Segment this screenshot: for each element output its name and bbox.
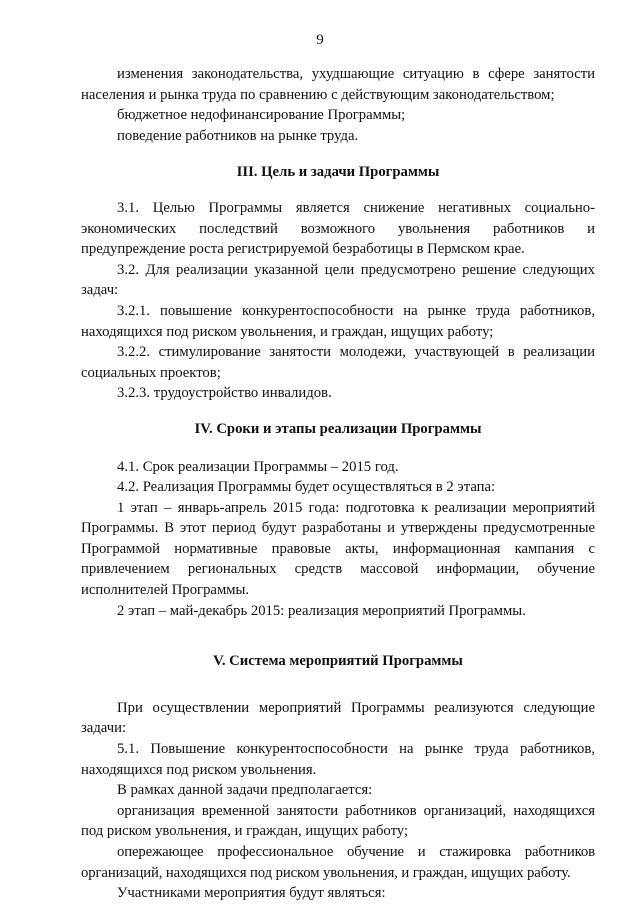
section-3-paragraph: 3.2. Для реализации указанной цели предусмотрено решение следующих задач: bbox=[81, 261, 595, 299]
page-number: 9 bbox=[316, 32, 324, 48]
section-5-paragraph: Участниками мероприятия будут являться: bbox=[117, 885, 386, 902]
section-4-paragraph: 4.1. Срок реализации Программы – 2015 год. bbox=[117, 458, 399, 475]
section-4-paragraph: 4.2. Реализация Программы будет осуществляться в 2 этапа: bbox=[117, 479, 496, 496]
section-3-paragraph: 3.1. Целью Программы является снижение негативных социально-экономических последствий возможного увольнения работников и предупреждение роста регистрируемой безработицы в Пермском крае. bbox=[81, 199, 595, 258]
section-3-paragraph: 3.2.2. стимулирование занятости молодежи, участвующей в реализации социальных проектов; bbox=[81, 344, 595, 381]
section-5-paragraph: опережающее профессиональное обучение и стажировка работников организаций, находящихся под риском увольнения, и граждан, ищущих работу. bbox=[81, 844, 595, 881]
section-5-heading: V. Система мероприятий Программы bbox=[213, 653, 463, 670]
section-3-paragraph: 3.2.3. трудоустройство инвалидов. bbox=[117, 385, 332, 402]
intro-paragraph: изменения законодательства, ухудшающие ситуацию в сфере занятости населения и рынка труда по сравнению с действующим законодательством; bbox=[81, 66, 595, 103]
section-5-paragraph: При осуществлении мероприятий Программы реализуются следующие задачи: bbox=[81, 699, 595, 737]
section-5-paragraph: 5.1. Повышение конкурентоспособности на рынке труда работников, находящихся под риском увольнения. bbox=[81, 741, 595, 778]
section-3-heading: III. Цель и задачи Программы bbox=[236, 164, 440, 181]
section-4-paragraph: 1 этап – январь-апрель 2015 года: подготовка к реализации мероприятий Программы. В этот период будут разработаны и утверждены предусмотренные Программой нормативные правовые акты, информационная кампания с привлечением региональных средств массовой информации, обучение исполнителей Программы. bbox=[81, 499, 595, 599]
intro-paragraph: поведение работников на рынке труда. bbox=[117, 127, 359, 144]
page-content bbox=[81, 64, 595, 904]
section-5-paragraph: В рамках данной задачи предполагается: bbox=[117, 782, 373, 799]
section-4-paragraph: 2 этап – май-декабрь 2015: реализация мероприятий Программы. bbox=[117, 602, 526, 619]
section-3-paragraph: 3.2.1. повышение конкурентоспособности на рынке труда работников, находящихся под риском увольнения, и граждан, ищущих работу; bbox=[81, 302, 595, 340]
intro-paragraph: бюджетное недофинансирование Программы; bbox=[117, 107, 406, 124]
section-4-heading: IV. Сроки и этапы реализации Программы bbox=[194, 420, 482, 437]
section-5-paragraph: организация временной занятости работников организаций, находящихся под риском увольнения, и граждан, ищущих работу; bbox=[81, 802, 595, 840]
